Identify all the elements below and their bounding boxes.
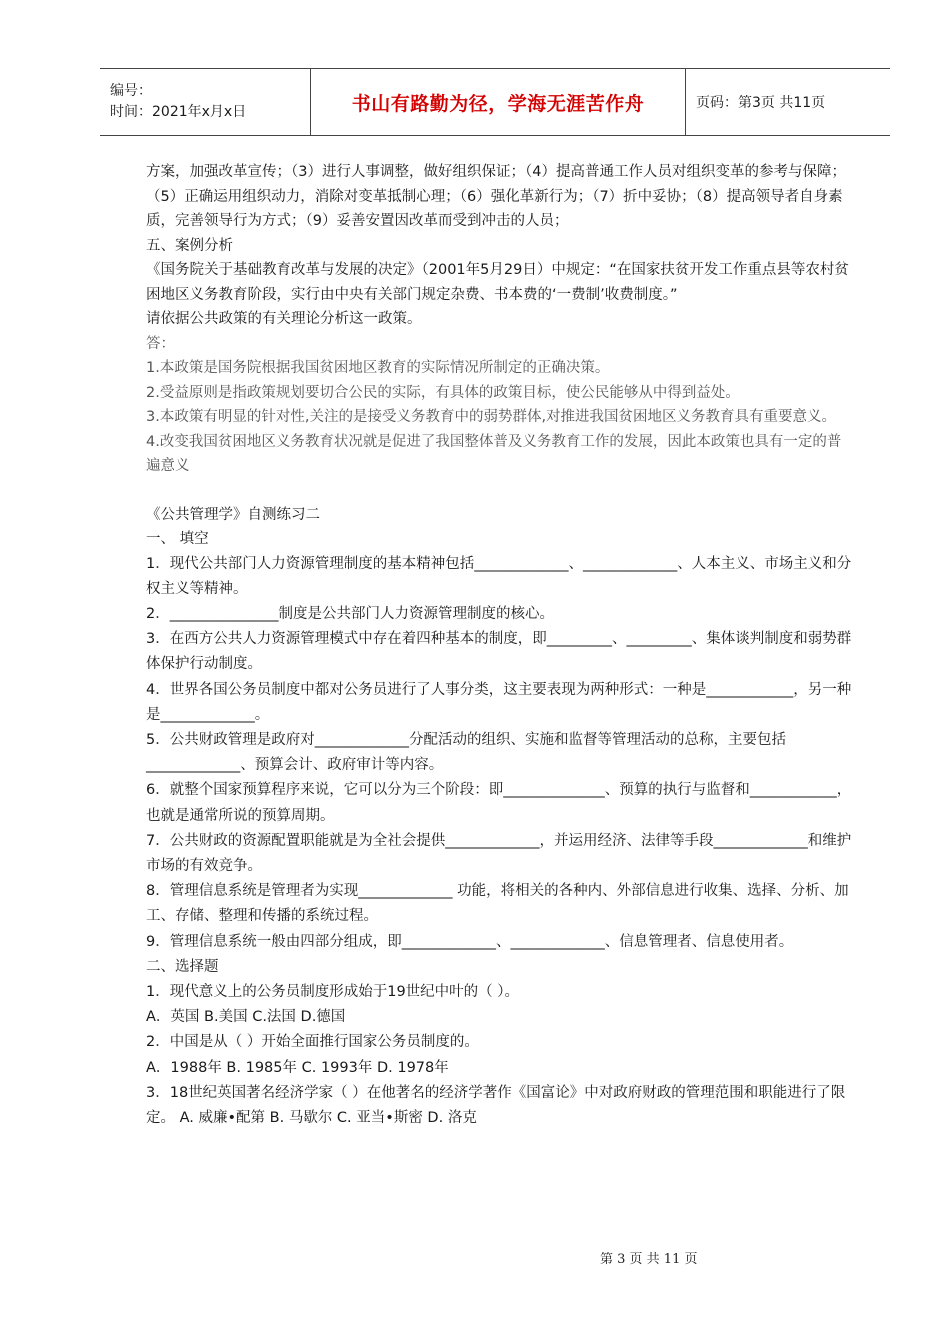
case-question: 请依据公共政策的有关理论分析这一政策。 [146,311,422,327]
fill-question: 8．管理信息系统是管理者为实现_____________ 功能，将相关的各种内、外部信息进行收集、选择、分析、加工、存储、整理和传播的系统过程。 [146,883,849,925]
answer-item: 4.改变我国贫困地区义务教育状况就是促进了我国整体普及义务教育工作的发展，因此本政策也具有一定的普遍意义 [146,433,842,474]
choice-options: A．1988年 B. 1985年 C. 1993年 D. 1978年 [146,1059,449,1076]
fill-question: 4．世界各国公务员制度中都对公务员进行了人事分类，这主要表现为两种形式：一种是____________，另一种是_____________。 [146,681,852,723]
choice-question: 3．18世纪英国著名经济学家（ ）在他著名的经济学著作《国富论》中对政府财政的管理范围和职能进行了限定。 A. 威廉•配第 B. 马歇尔 C. 亚当•斯密 D. 洛克 [146,1084,846,1126]
case-text: 《国务院关于基础教育改革与发展的决定》（2001年5月29日）中规定：“在国家扶贫开发工作重点县等农村贫困地区义务教育阶段，实行由中央有关部门规定杂费、书本费的‘一费制’收费制度。” [146,262,849,303]
document-number-label: 编号： [110,83,152,99]
fill-question: 5．公共财政管理是政府对_____________分配活动的组织、实施和监督等管理活动的总称，主要包括_____________、预算会计、政府审计等内容。 [146,731,786,774]
page-header [100,68,890,136]
answer-label: 答： [146,335,175,352]
document-body [146,160,854,1131]
header-page-info [686,69,890,135]
section-heading-choice: 二、选择题 [146,958,219,975]
page-number-label: 页码：第3页 共11页 [696,95,826,111]
choice-question: 2．中国是从（ ）开始全面推行国家公务员制度的。 [146,1034,479,1051]
document-time-label: 时间：2021年x月x日 [110,104,247,120]
header-meta [100,69,311,135]
answer-item: 3.本政策有明显的针对性,关注的是接受义务教育中的弱势群体,对推进我国贫困地区义务教育具有重要意义。 [146,409,837,425]
fill-question: 1．现代公共部门人力资源管理制度的基本精神包括_____________、_____________、人本主义、市场主义和分权主义等精神。 [146,555,852,597]
section-heading-fill-blank: 一、 填空 [146,531,209,547]
spacer [146,479,854,503]
choice-question: 1．现代意义上的公务员制度形成始于19世纪中叶的（ ）。 [146,983,520,1000]
paragraph-reform-measures: 方案，加强改革宣传；（3）进行人事调整，做好组织保证；（4）提高普通工作人员对组织变革的参考与保障；（5）正确运用组织动力，消除对变革抵制心理；（6）强化革新行为；（7）折中妥协；（8）提高领导者自身素质，完善领导行为方式；（9）妥善安置因改革而受到冲击的人员； [146,164,846,229]
section-heading-case-analysis: 五、案例分析 [146,237,233,254]
fill-question: 6．就整个国家预算程序来说，它可以分为三个阶段：即______________、预算的执行与监督和____________，也就是通常所说的预算周期。 [146,782,852,824]
motto-text: 书山有路勤为径，学海无涯苦作舟 [351,92,645,115]
header-motto [311,69,686,135]
choice-options: A．英国 B.美国 C.法国 D.德国 [146,1009,346,1026]
fill-question: 7．公共财政的资源配置职能就是为全社会提供_____________，并运用经济、法律等手段_____________和维护市场的有效竞争。 [146,832,852,874]
fill-question: 3．在西方公共人力资源管理模式中存在着四种基本的制度，即_________、_________、集体谈判制度和弱势群体保护行动制度。 [146,631,852,673]
answer-item: 1.本政策是国务院根据我国贫困地区教育的实际情况所制定的正确决策。 [146,360,610,376]
page-footer: 第 3 页 共 11 页 [600,1252,698,1267]
exercise-title: 《公共管理学》自测练习二 [146,506,320,523]
answer-item: 2.受益原则是指政策规划要切合公民的实际，有具体的政策目标，使公民能够从中得到益处。 [146,384,740,401]
fill-question: 9．管理信息系统一般由四部分组成，即_____________、_____________、信息管理者、信息使用者。 [146,933,794,950]
fill-question: 2．_______________制度是公共部门人力资源管理制度的核心。 [146,605,554,622]
